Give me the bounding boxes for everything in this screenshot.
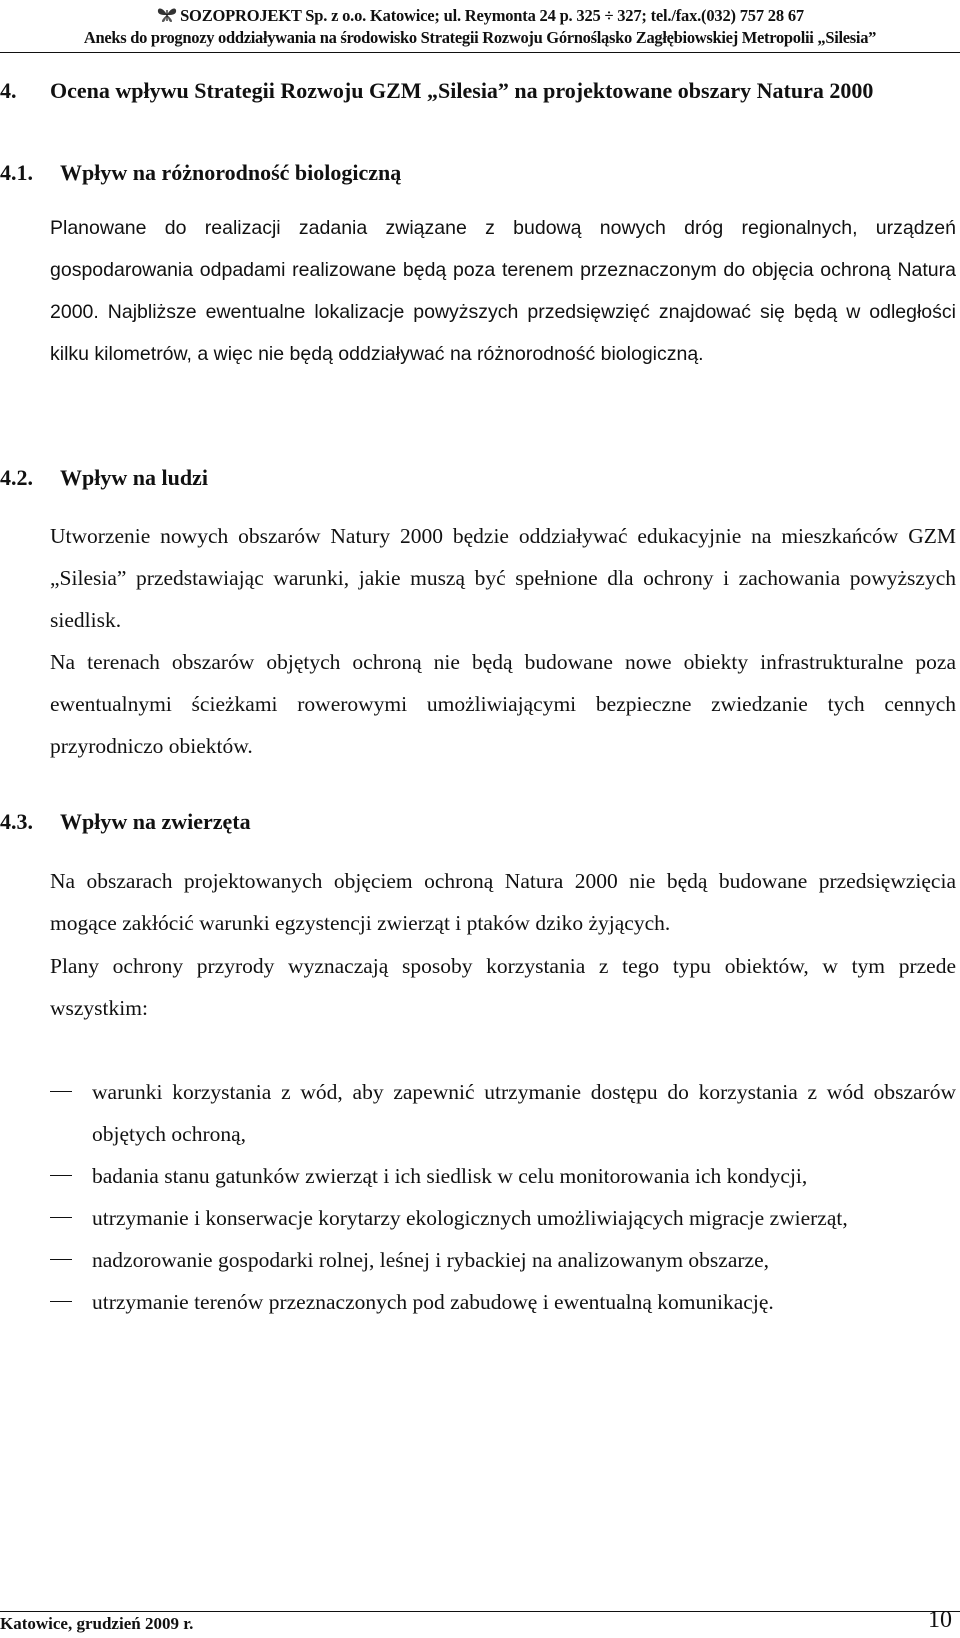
- list-item-text: nadzorowanie gospodarki rolnej, leśnej i rybackiej na analizowanym obszarze,: [92, 1248, 769, 1272]
- header-document-title: Aneks do prognozy oddziaływania na środowisko Strategii Rozwoju Górnośląsko Zagłębiowskiej Metropolii „Silesia”: [83, 28, 877, 47]
- list-item: [0, 1281, 956, 1323]
- paragraph: Na terenach obszarów objętych ochroną nie będą budowane nowe obiekty infrastrukturalne poza ewentualnymi ścieżkami rowerowymi umożliwiającymi bezpieczne zwiedzanie tych cennych przyrodniczo obiektów.: [50, 650, 956, 758]
- subsection-heading-4-2: [0, 463, 208, 493]
- subsection-number: 4.2.: [0, 465, 33, 490]
- header-company-text: SOZOPROJEKT Sp. z o.o. Katowice; ul. Reymonta 24 p. 325 ÷ 327; tel./fax.(032) 757 28 67: [180, 6, 804, 25]
- section-number: 4.: [0, 78, 17, 103]
- subsection-heading-4-3: [0, 807, 251, 837]
- footer-rule: [0, 1611, 960, 1612]
- list-item-text: utrzymanie i konserwacje korytarzy ekologicznych umożliwiających migracje zwierząt,: [92, 1206, 848, 1230]
- list-item-text: warunki korzystania z wód, aby zapewnić utrzymanie dostępu do korzystania z wód obszarów objętych ochroną,: [92, 1080, 956, 1146]
- header-rule: [0, 52, 960, 53]
- subsection-number: 4.1.: [0, 160, 33, 185]
- subsection-title: Wpływ na zwierzęta: [60, 809, 251, 834]
- subsection-title: Wpływ na różnorodność biologiczną: [60, 160, 402, 185]
- subsection-heading-4-1: [0, 158, 401, 188]
- list-item: [0, 1197, 956, 1239]
- dash-bullet-icon: [50, 1259, 72, 1260]
- paragraph: Plany ochrony przyrody wyznaczają sposoby korzystania z tego typu obiektów, w tym przede wszystkim:: [50, 954, 956, 1020]
- dash-bullet-icon: [50, 1301, 72, 1302]
- dash-bullet-icon: [50, 1217, 72, 1218]
- paragraph: Utworzenie nowych obszarów Natury 2000 będzie oddziaływać edukacyjnie na mieszkańców GZM „Silesia” przedstawiając warunki, jakie muszą być spełnione dla ochrony i zachowania powyższych siedlisk.: [50, 524, 956, 632]
- list-item-text: utrzymanie terenów przeznaczonych pod zabudowę i ewentualną komunikację.: [92, 1290, 774, 1314]
- list-item: [0, 1071, 956, 1155]
- page-header: [0, 0, 960, 54]
- list-item: [0, 1155, 956, 1197]
- list-item: [0, 1239, 956, 1281]
- subsection-title: Wpływ na ludzi: [60, 465, 208, 490]
- paragraph: Na obszarach projektowanych objęciem ochroną Natura 2000 nie będą budowane przedsięwzięcia mogące zakłócić warunki egzystencji zwierząt i ptaków dziko żyjących.: [50, 869, 956, 935]
- section-title: Ocena wpływu Strategii Rozwoju GZM „Silesia” na projektowane obszary Natura 2000: [50, 78, 874, 103]
- dash-bullet-icon: [50, 1175, 72, 1176]
- page-number: 10: [928, 1607, 952, 1633]
- section-heading: [0, 70, 958, 112]
- butterfly-logo-icon: [156, 6, 178, 24]
- bullet-list: [0, 1071, 960, 1323]
- dash-bullet-icon: [50, 1091, 72, 1092]
- footer-date: Katowice, grudzień 2009 r.: [0, 1614, 194, 1633]
- header-company-line: [0, 6, 960, 26]
- subsection-number: 4.3.: [0, 809, 33, 834]
- list-item-text: badania stanu gatunków zwierząt i ich siedlisk w celu monitorowania ich kondycji,: [92, 1164, 808, 1188]
- paragraph: Planowane do realizacji zadania związane z budową nowych dróg regionalnych, urządzeń gospodarowania odpadami realizowane będą poza terenem przeznaczonym do objęcia ochroną Natura 2000. Najbliższe ewentualne lokalizacje powyższych przedsięwzięć znajdować się będą w odległości kilku kilometrów, a więc nie będą oddziaływać na różnorodność biologiczną.: [50, 217, 956, 365]
